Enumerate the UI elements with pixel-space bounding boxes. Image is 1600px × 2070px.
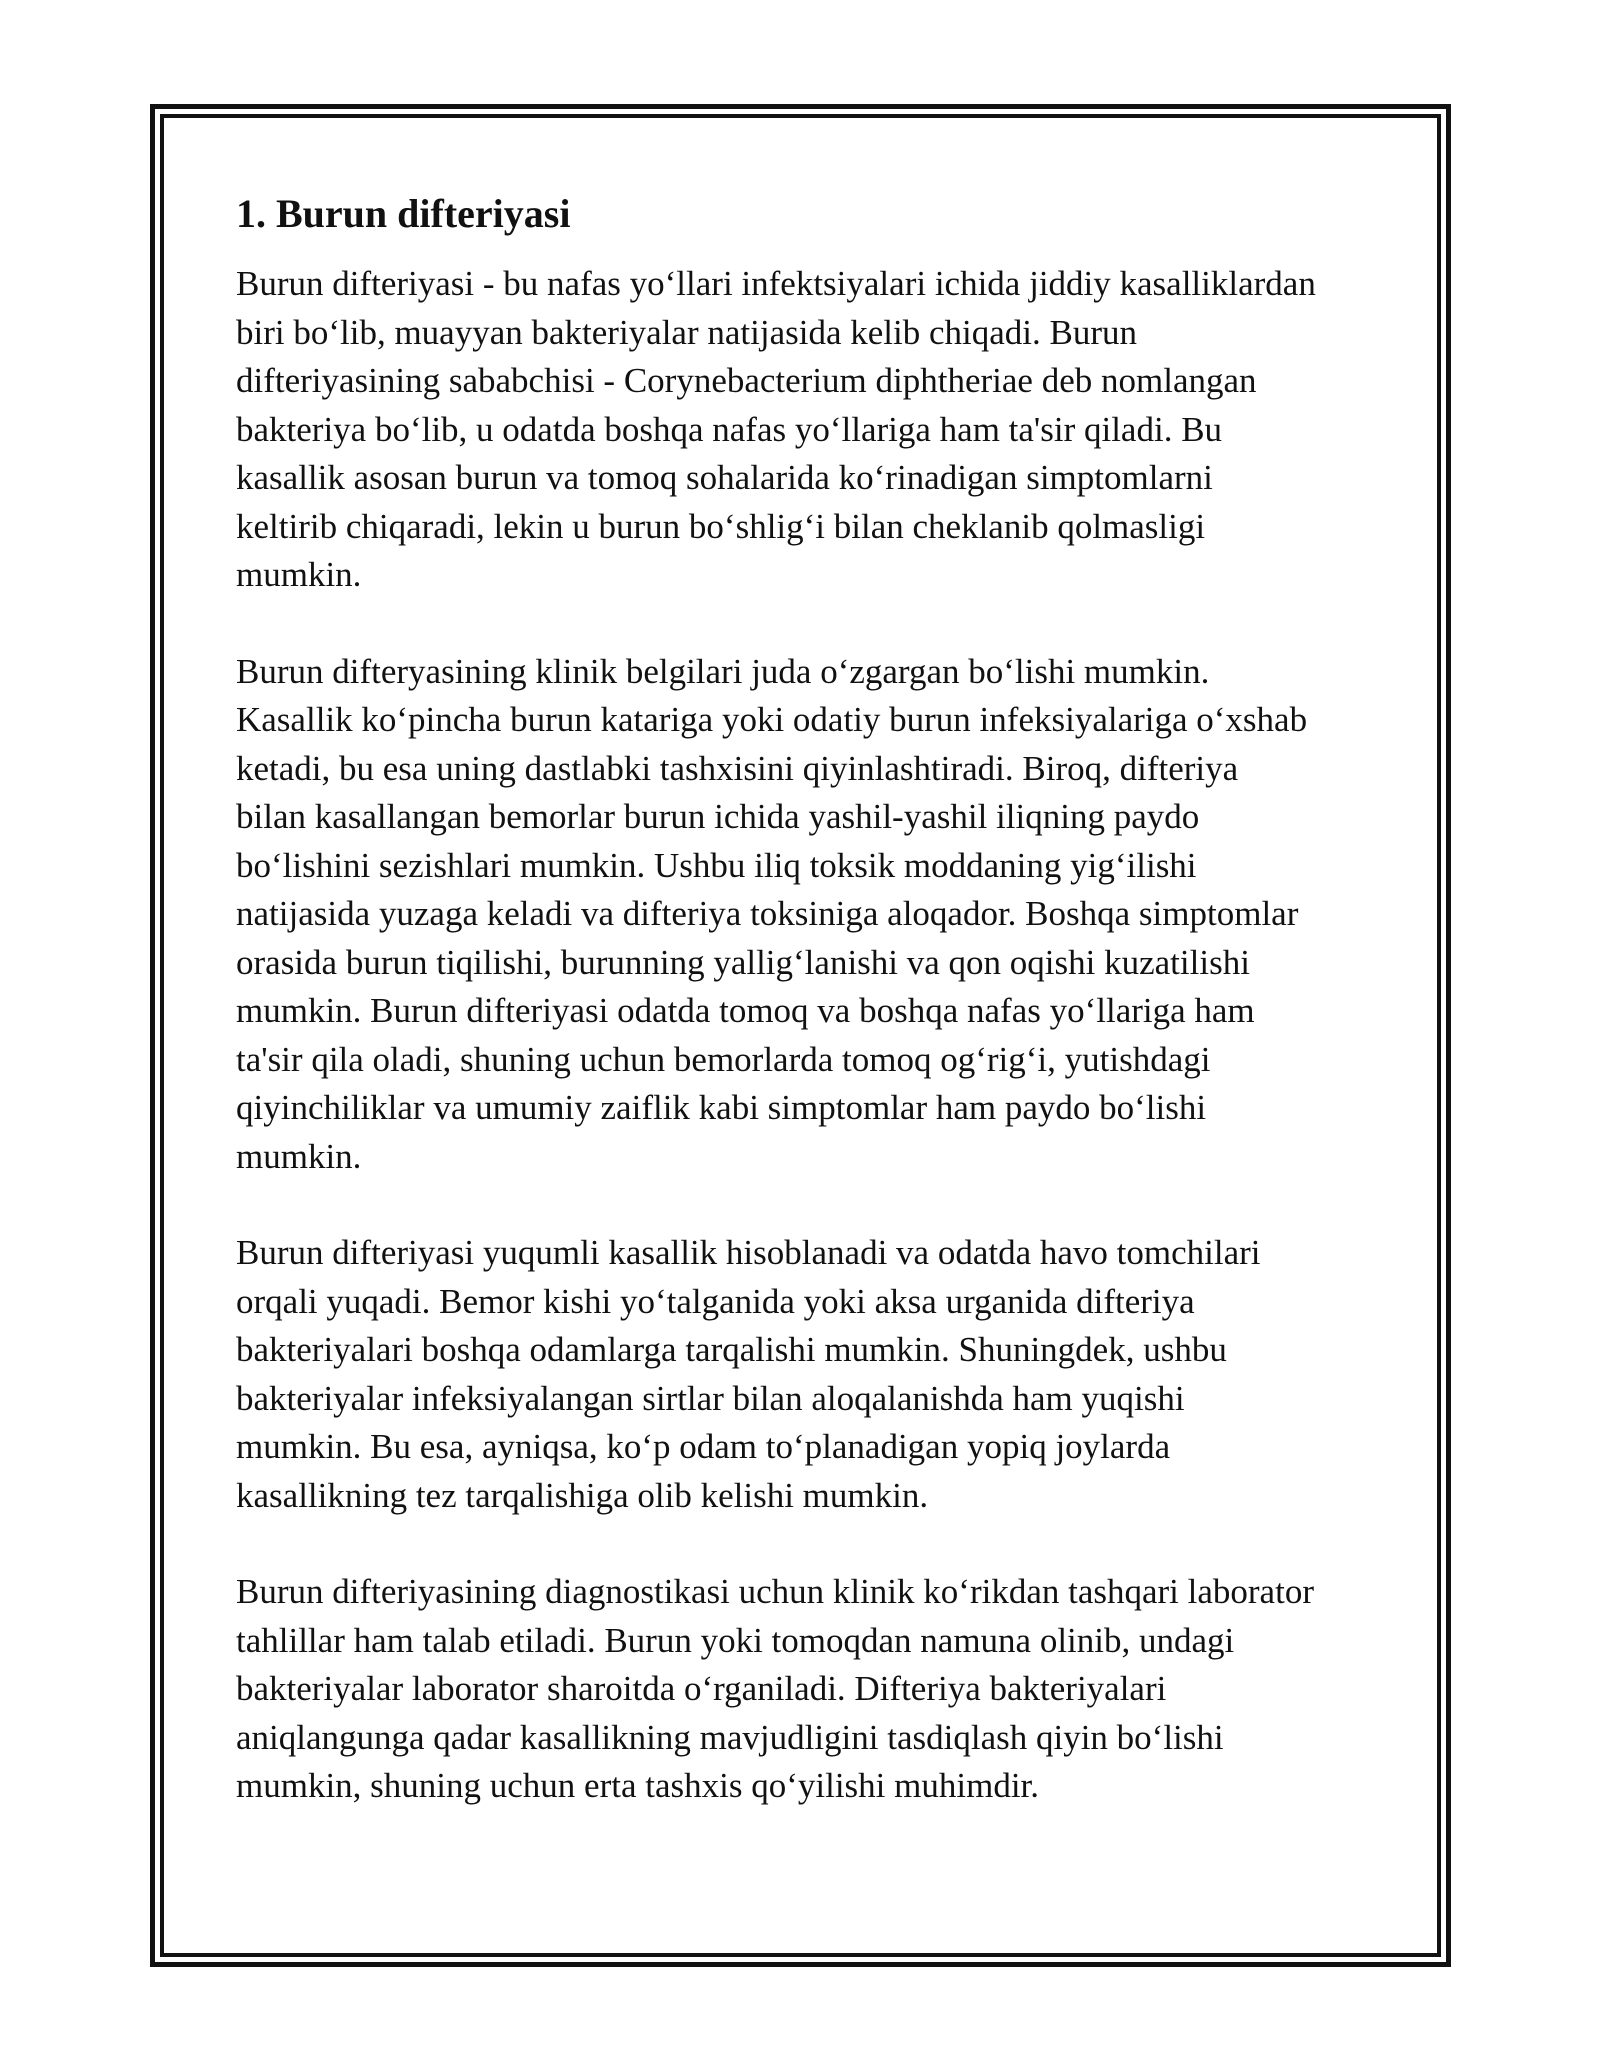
paragraph-3 [236, 1229, 1396, 1520]
text-line: bakteriyalari boshqa odamlarga tarqalishi mumkin. Shuningdek, ushbu [236, 1330, 1227, 1369]
text-line: bakteriyalar laborator sharoitda o‘rganiladi. Difteriya bakteriyalari [236, 1669, 1167, 1708]
paragraph-2 [236, 648, 1396, 1182]
text-line: Burun difteriyasi yuqumli kasallik hisoblanadi va odatda havo tomchilari [236, 1233, 1261, 1272]
text-line: difteriyasining sababchisi - Corynebacterium diphtheriae deb nomlangan [236, 361, 1257, 400]
text-line: qiyinchiliklar va umumiy zaiflik kabi simptomlar ham paydo bo‘lishi [236, 1088, 1207, 1127]
document-body [236, 186, 1396, 1811]
text-line: mumkin. Bu esa, ayniqsa, ko‘p odam to‘planadigan yopiq joylarda [236, 1427, 1171, 1466]
section-heading: 1. Burun difteriyasi [236, 191, 571, 236]
text-line: Burun difteriyasi - bu nafas yo‘llari infektsiyalari ichida jiddiy kasalliklardan [236, 264, 1316, 303]
text-line: ketadi, bu esa uning dastlabki tashxisini qiyinlashtiradi. Biroq, difteriya [236, 748, 1239, 788]
paragraph-4 [236, 1568, 1396, 1811]
text-line: mumkin. [236, 555, 362, 594]
text-line: tahlillar ham talab etiladi. Burun yoki tomoqdan namuna olinib, undagi [236, 1620, 1235, 1660]
text-line: Burun difteryasining klinik belgilari juda o‘zgargan bo‘lishi mumkin. [236, 651, 1210, 691]
text-line: bakteriya bo‘lib, u odatda boshqa nafas yo‘llariga ham ta'sir qiladi. Bu [236, 409, 1223, 449]
text-line: mumkin. [236, 1136, 362, 1176]
text-line: bakteriyalar infeksiyalangan sirtlar bilan aloqalanishda ham yuqishi [236, 1378, 1185, 1418]
text-line: Kasallik ko‘pincha burun katariga yoki odatiy burun infeksiyalariga o‘xshab [236, 700, 1308, 739]
text-line: kasallik asosan burun va tomoq sohalarida ko‘rinadigan simptomlarni [236, 458, 1213, 497]
text-line: orasida burun tiqilishi, burunning yallig‘lanishi va qon oqishi kuzatilishi [236, 942, 1250, 982]
text-line: bo‘lishini sezishlari mumkin. Ushbu iliq toksik moddaning yig‘ilishi [236, 845, 1197, 885]
text-line: mumkin. Burun difteriyasi odatda tomoq va boshqa nafas yo‘llariga ham [236, 991, 1255, 1030]
paragraph-1 [236, 260, 1396, 600]
text-line: Burun difteriyasining diagnostikasi uchun klinik ko‘rikdan tashqari laborator [236, 1572, 1314, 1611]
text-line: ta'sir qila oladi, shuning uchun bemorlarda tomoq og‘rig‘i, yutishdagi [236, 1039, 1211, 1079]
text-line: bilan kasallangan bemorlar burun ichida yashil-yashil iliqning paydo [236, 797, 1200, 836]
text-line: aniqlangunga qadar kasallikning mavjudligini tasdiqlash qiyin bo‘lishi [236, 1717, 1224, 1757]
text-line: kasallikning tez tarqalishiga olib kelishi mumkin. [236, 1475, 929, 1515]
text-line: mumkin, shuning uchun erta tashxis qo‘yilishi muhimdir. [236, 1766, 1040, 1805]
text-line: natijasida yuzaga keladi va difteriya toksiniga aloqador. Boshqa simptomlar [236, 894, 1299, 933]
text-line: biri bo‘lib, muayyan bakteriyalar natijasida kelib chiqadi. Burun [236, 312, 1137, 352]
text-line: keltirib chiqaradi, lekin u burun bo‘shlig‘i bilan cheklanib qolmasligi [236, 506, 1206, 546]
text-line: orqali yuqadi. Bemor kishi yo‘talganida yoki aksa urganida difteriya [236, 1281, 1195, 1321]
